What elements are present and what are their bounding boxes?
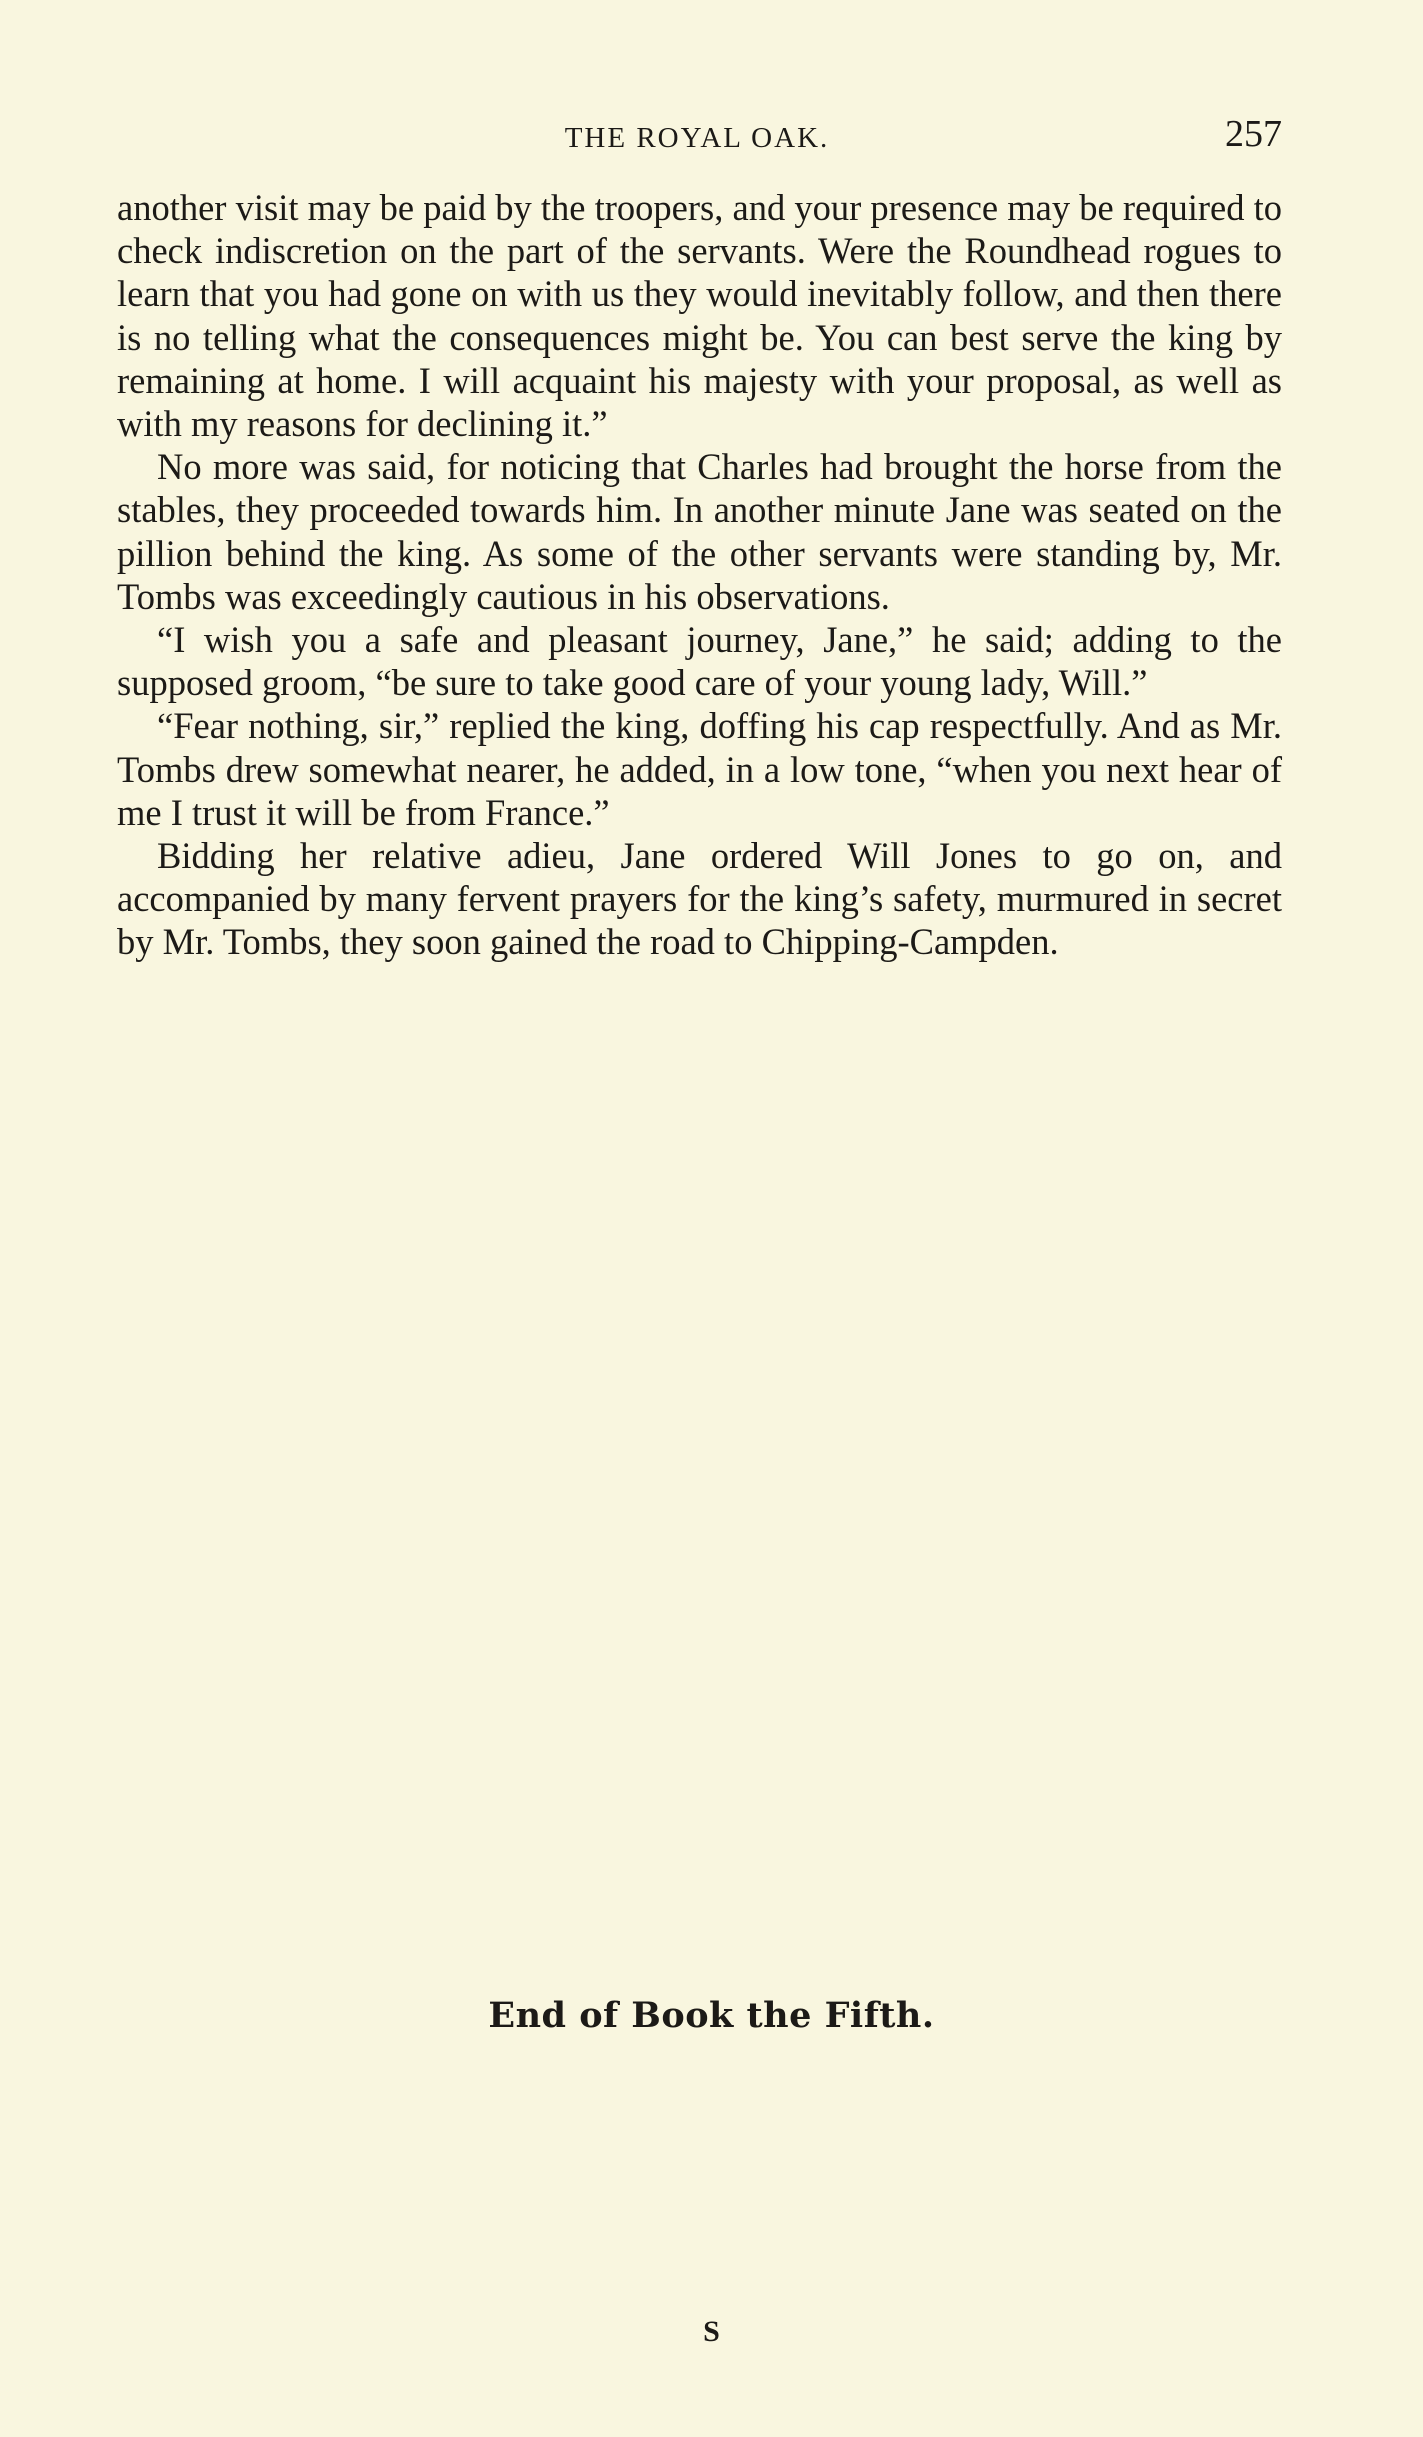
body-text bbox=[117, 186, 1282, 964]
running-title: THE ROYAL OAK. bbox=[564, 122, 830, 154]
paragraph: Bidding her relative adieu, Jane ordered Will Jones to go on, and accompanied by many fervent prayers for the king’s safety, murmured in secret by Mr. Tombs, they soon gained the road to Chipping-Campden. bbox=[117, 835, 1282, 963]
book-end-heading: End of Book the Fifth. bbox=[488, 1995, 935, 2036]
paragraph: No more was said, for noticing that Charles had brought the horse from the stables, they proceeded towards him. In another minute Jane was seated on the pillion behind the king. As some of the other servants were standing by, Mr. Tombs was exceedingly cautious in his observations. bbox=[117, 446, 1282, 617]
paragraph: another visit may be paid by the troopers, and your presence may be required to check indiscretion on the part of the servants. Were the Roundhead rogues to learn that you had gone on with us they would inevitably follow, and then there is no telling what the consequences might be. You can best serve the king by remaining at home. I will acquaint his majesty with your proposal, as well as with my reasons for declining it.” bbox=[117, 187, 1282, 445]
paragraph: “Fear nothing, sir,” replied the king, doffing his cap respectfully. And as Mr. Tombs drew somewhat nearer, he added, in a low tone, “when you next hear of me I trust it will be from France.” bbox=[117, 705, 1282, 833]
paragraph: “I wish you a safe and pleasant journey, Jane,” he said; adding to the supposed groom, “be sure to take good care of your young lady, Will.” bbox=[117, 619, 1282, 704]
signature-mark: S bbox=[703, 2315, 720, 2348]
page-number: 257 bbox=[1225, 113, 1282, 155]
running-head bbox=[112, 112, 1282, 172]
